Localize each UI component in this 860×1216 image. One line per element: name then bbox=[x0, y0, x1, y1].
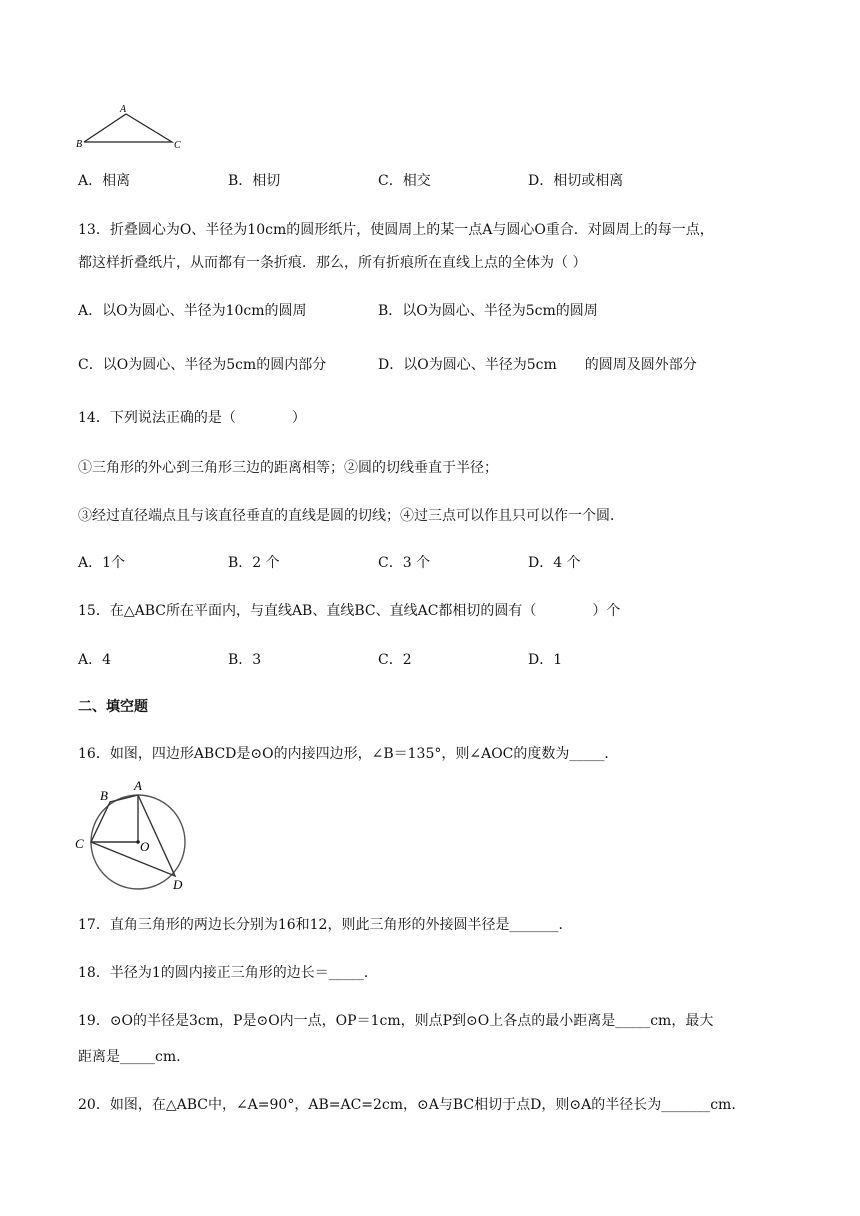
q13-option-a: A．以O为圆心、半径为10cm的圆周 bbox=[78, 303, 307, 319]
q14-option-d: D．4 个 bbox=[528, 555, 581, 571]
q15-option-b: B．3 bbox=[228, 652, 262, 668]
q16-quadrilateral bbox=[91, 795, 175, 876]
q16-label-c: C bbox=[75, 836, 84, 851]
q19-stem-line1: 19．⊙O的半径是3cm，P是⊙O内一点，OP＝1cm，则点P到⊙O上各点的最小距离是_____cm，最大 bbox=[78, 1013, 714, 1029]
q14-stem: 14．下列说法正确的是（ ） bbox=[78, 410, 306, 426]
q12-option-d: D．相切或相离 bbox=[528, 173, 624, 189]
q15-option-d: D．1 bbox=[528, 652, 563, 668]
q20-stem: 20．如图，在△ABC中，∠A=90°，AB=AC=2cm，⊙A与BC相切于点D，则⊙A的半径长为_______cm. bbox=[78, 1097, 736, 1113]
q18-stem: 18．半径为1的圆内接正三角形的边长＝_____. bbox=[78, 965, 369, 981]
q17-stem: 17．直角三角形的两边长分别为16和12，则此三角形的外接圆半径是_______． bbox=[78, 917, 573, 933]
q15-stem: 15．在△ABC所在平面内，与直线AB、直线BC、直线AC都相切的圆有（ ）个 bbox=[78, 603, 621, 619]
section-heading-fill-in: 二、填空题 bbox=[78, 699, 148, 715]
q12-label-a: A bbox=[120, 104, 127, 115]
q12-triangle-figure bbox=[74, 102, 186, 152]
q14-option-b: B．2 个 bbox=[228, 555, 280, 571]
q13-option-d: D．以O为圆心、半径为5cm 的圆周及圆外部分 bbox=[378, 357, 697, 373]
q15-option-c: C．2 bbox=[378, 652, 412, 668]
q12-triangle-shape bbox=[84, 114, 172, 142]
q16-label-o: O bbox=[140, 839, 150, 854]
q16-label-b: B bbox=[100, 788, 108, 803]
q12-option-c: C．相交 bbox=[378, 173, 431, 189]
q13-stem-line2: 都这样折叠纸片，从而都有一条折痕．那么，所有折痕所在直线上点的全体为（ ） bbox=[78, 255, 587, 271]
q13-option-c: C．以O为圆心、半径为5cm的圆内部分 bbox=[78, 357, 327, 373]
q12-label-c: C bbox=[174, 140, 181, 151]
q16-stem: 16．如图，四边形ABCD是⊙O的内接四边形，∠B＝135°，则∠AOC的度数为_____． bbox=[78, 746, 619, 762]
q16-label-a: A bbox=[134, 778, 142, 793]
q14-option-c: C．3 个 bbox=[378, 555, 431, 571]
q13-stem-line1: 13．折叠圆心为O、半径为10cm的圆形纸片，使圆周上的某一点A与圆心O重合．对圆周上的每一点， bbox=[78, 222, 714, 238]
q12-option-b: B．相切 bbox=[228, 173, 281, 189]
q12-label-b: B bbox=[76, 139, 83, 150]
q16-circle-figure bbox=[72, 778, 190, 890]
q14-statement-line1: ①三角形的外心到三角形三边的距离相等；②圆的切线垂直于半径； bbox=[78, 460, 498, 476]
q14-statement-line2: ③经过直径端点且与该直径垂直的直线是圆的切线；④过三点可以作且只可以作一个圆． bbox=[78, 508, 624, 524]
q15-option-a: A．4 bbox=[78, 652, 112, 668]
q13-option-b: B．以O为圆心、半径为5cm的圆周 bbox=[378, 303, 598, 319]
q19-stem-line2: 距离是_____cm. bbox=[78, 1049, 181, 1065]
q14-option-a: A．1个 bbox=[78, 555, 126, 571]
q12-option-a: A．相离 bbox=[78, 173, 131, 189]
q16-label-d: D bbox=[173, 877, 183, 890]
